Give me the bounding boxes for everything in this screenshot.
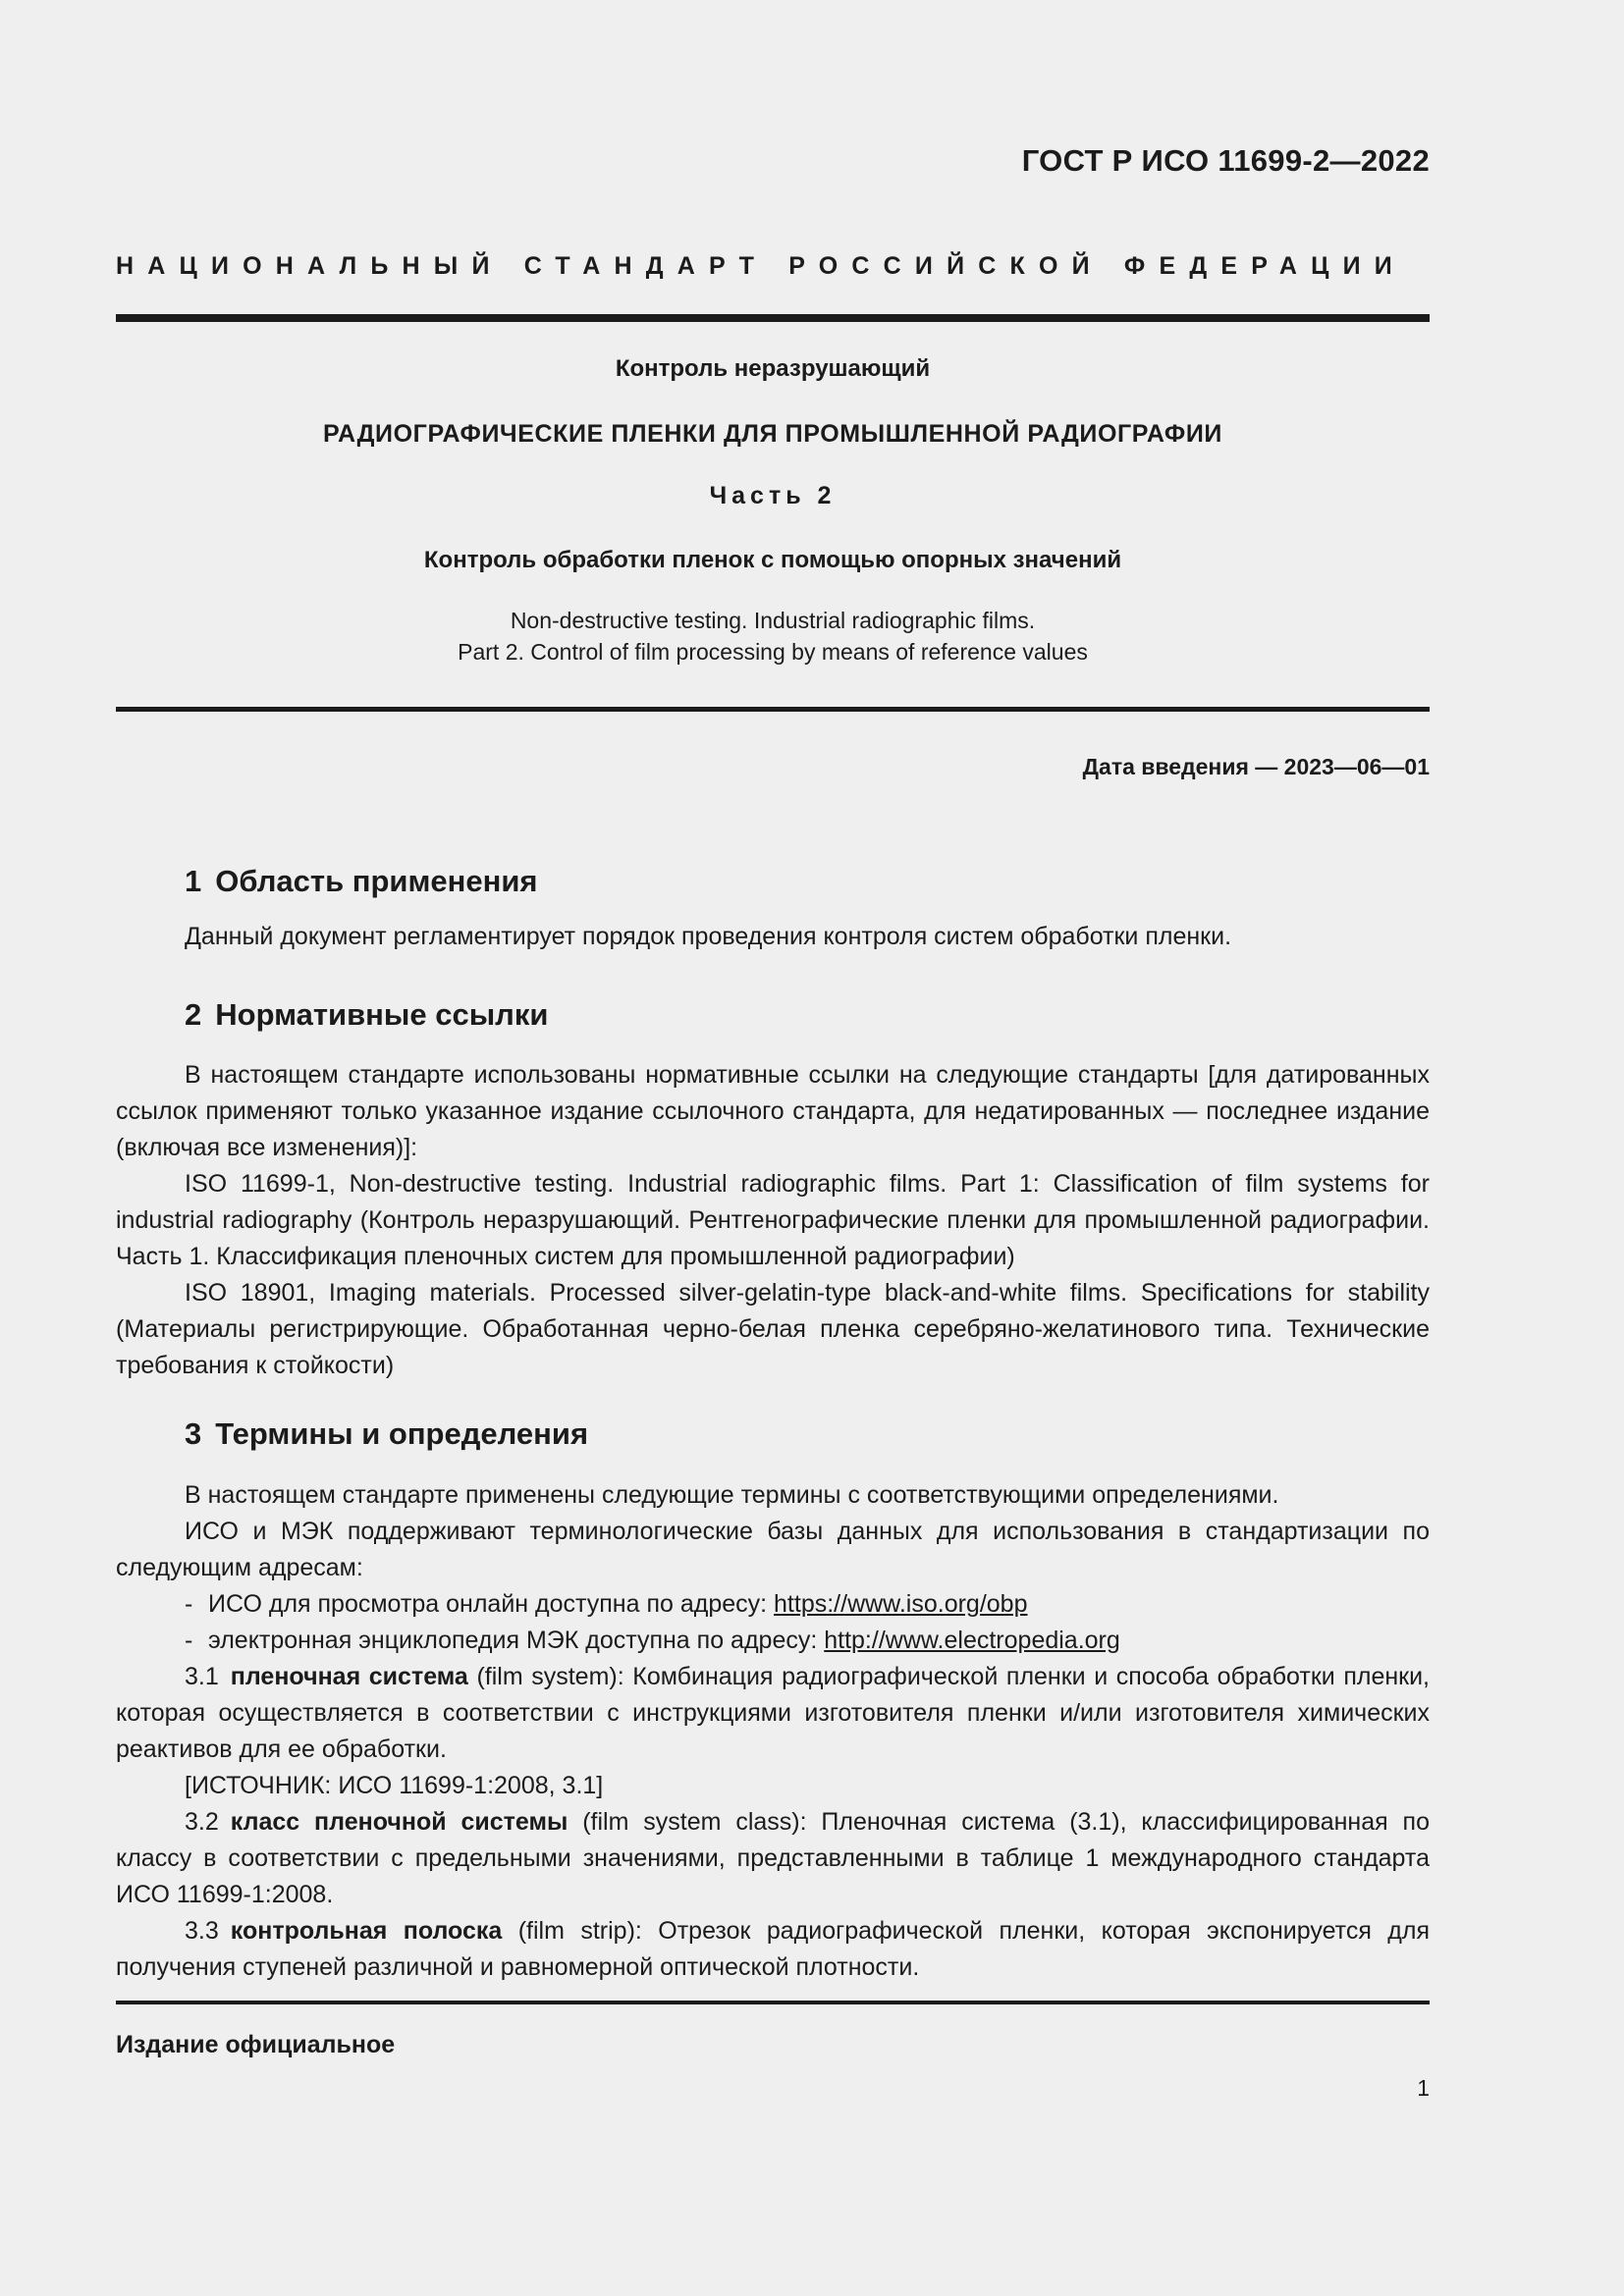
bullet-mark: - [185, 1627, 193, 1654]
section-title: Область применения [215, 864, 538, 898]
standard-part: Часть 2 [709, 482, 837, 509]
term-name: класс пленочной системы [230, 1808, 568, 1836]
electropedia-link[interactable]: http://www.electropedia.org [824, 1627, 1120, 1654]
term-number: 3.1 [185, 1663, 219, 1690]
footer-rule [116, 2001, 1430, 2004]
term-entry [116, 1913, 1430, 1986]
term-definition: (film strip): Отрезок радиографической пленки, которая экспонируется для получения ступеней различной и равномерной оптической плотности. [116, 1917, 1430, 1981]
standard-designation: ГОСТ Р ИСО 11699-2—2022 [1021, 143, 1430, 178]
normative-reference: ISO 11699-1, Non-destructive testing. Industrial radiographic films. Part 1: Classification of film systems for industrial radiography (Контроль неразрушающий. Рентгенографические пленки для промышленной радиографии. Часть 1. Классификация пленочных систем для промышленной радиографии) [116, 1170, 1430, 1270]
paragraph: Данный документ регламентирует порядок проведения контроля систем обработки пленки. [185, 923, 1232, 950]
bullet-mark: - [185, 1590, 193, 1618]
term-definition: (film system): Комбинация радиографической пленки и способа обработки пленки, которая осуществляется в соответствии с инструкциями изготовителя пленки и/или изготовителя химических реактивов для ее обработки. [116, 1663, 1431, 1763]
section-number: 2 [185, 997, 202, 1032]
national-standard-heading: НАЦИОНАЛЬНЫЙ СТАНДАРТ РОССИЙСКОЙ ФЕДЕРАЦИИ [116, 252, 1406, 280]
page-number: 1 [1417, 2075, 1430, 2101]
list-item [116, 1623, 1430, 1659]
standard-subtitle: Контроль обработки пленок с помощью опорных значений [423, 547, 1122, 573]
document-page [116, 0, 1430, 2296]
list-item-text: ИСО для просмотра онлайн доступна по адресу: [208, 1590, 775, 1618]
official-edition-label: Издание официальное [116, 2031, 396, 2058]
term-name: пленочная система [230, 1663, 468, 1690]
term-definition: (film system class): Пленочная система (3.1), классифицированная по классу в соответствии с предельными значениями, представленными в таблице 1 международного стандарта ИСО 11699-1:2008. [116, 1808, 1430, 1908]
section-1-body [116, 919, 1430, 955]
term-number: 3.2 [185, 1808, 219, 1836]
section-number: 1 [185, 864, 202, 898]
section-3-body [116, 1477, 1430, 1986]
section-number: 3 [185, 1416, 202, 1451]
list-item-text: электронная энциклопедия МЭК доступна по адресу: [208, 1627, 825, 1654]
section-2-heading [185, 997, 548, 1033]
english-title-line-1: Non-destructive testing. Industrial radiographic films. [510, 608, 1036, 633]
paragraph: ИСО и МЭК поддерживают терминологические базы данных для использования в стандартизации по следующим адресам: [116, 1518, 1430, 1581]
section-title: Нормативные ссылки [215, 997, 549, 1032]
introduction-date: Дата введения — 2023—06—01 [1082, 754, 1430, 779]
standard-title: РАДИОГРАФИЧЕСКИЕ ПЛЕНКИ ДЛЯ ПРОМЫШЛЕННОЙ РАДИОГРАФИИ [322, 420, 1222, 448]
iso-obp-link[interactable]: https://www.iso.org/obp [774, 1590, 1028, 1618]
title-rule [116, 707, 1430, 712]
term-entry [116, 1659, 1430, 1768]
paragraph: В настоящем стандарте использованы нормативные ссылки на следующие стандарты [для датированных ссылок применяют только указанное издание ссылочного стандарта, для недатированных — последнее издание (включая все изменения)]: [116, 1061, 1430, 1161]
term-number: 3.3 [185, 1917, 219, 1945]
paragraph: В настоящем стандарте применены следующие термины с соответствующими определениями. [185, 1481, 1279, 1509]
normative-reference: ISO 18901, Imaging materials. Processed silver-gelatin-type black-and-white films. Specifications for stability (Материалы регистрирующие. Обработанная черно-белая пленка серебряно-желатинового типа. Технические требования к стойкости) [116, 1279, 1430, 1379]
top-rule [116, 314, 1430, 322]
term-entry [116, 1804, 1430, 1913]
standard-group: Контроль неразрушающий [615, 355, 931, 382]
term-source: [ИСТОЧНИК: ИСО 11699-1:2008, 3.1] [185, 1772, 604, 1799]
section-3-heading [185, 1416, 588, 1452]
section-1-heading [185, 864, 538, 899]
english-title-line-2: Part 2. Control of film processing by means of reference values [458, 639, 1088, 665]
section-title: Термины и определения [215, 1416, 589, 1451]
section-2-body [116, 1057, 1430, 1384]
term-name: контрольная полоска [230, 1917, 503, 1945]
list-item [116, 1586, 1430, 1623]
